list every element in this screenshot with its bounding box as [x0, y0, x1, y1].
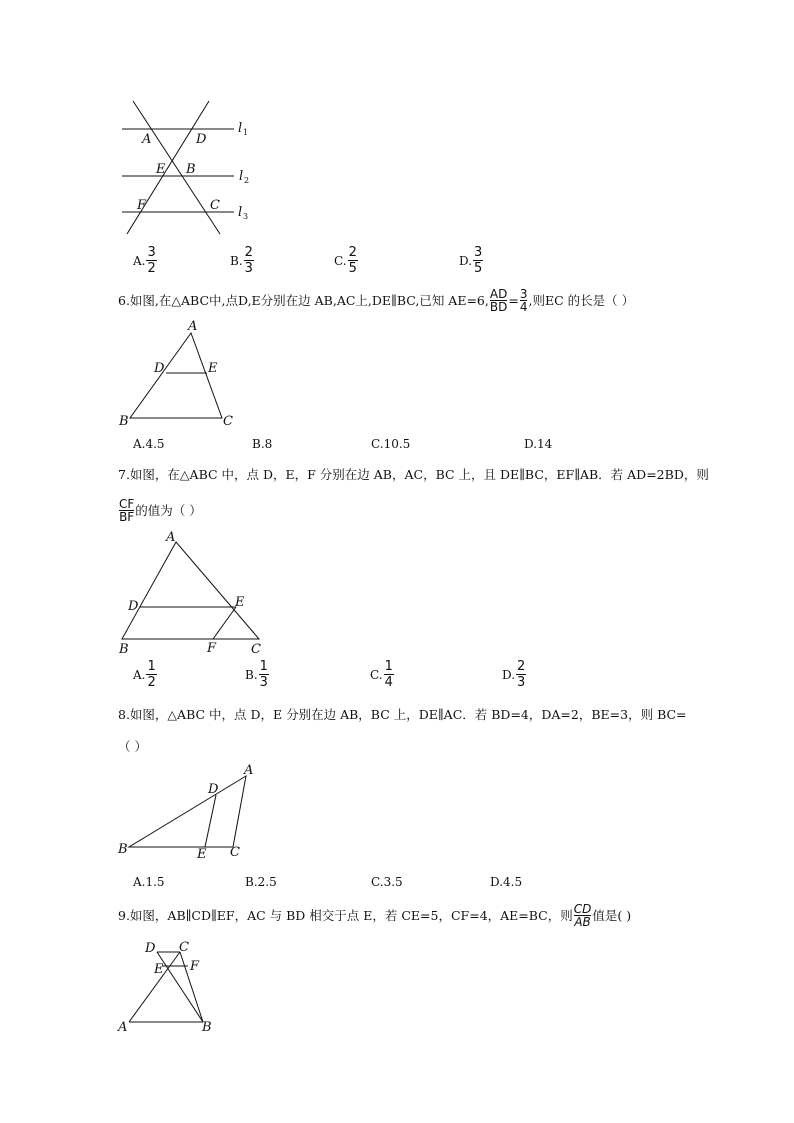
- q6-option-a[interactable]: A.4.5: [133, 437, 165, 451]
- fig5-label-b: B: [186, 162, 196, 177]
- fig5-label-l3-sub: 3: [243, 212, 249, 221]
- fig5-label-l1: l: [238, 121, 243, 136]
- q6-option-b[interactable]: B.8: [252, 437, 273, 451]
- fig5-label-f: F: [137, 198, 147, 213]
- fig8-label-e: E: [197, 847, 207, 862]
- q8-option-d[interactable]: D.4.5: [490, 875, 523, 889]
- q7-stem-line2: $\frac{CF}{BF}$ 的值为（ ）: [119, 497, 202, 524]
- q5-option-a[interactable]: A. $\frac{3}{2}$: [133, 245, 156, 276]
- q9-stem: 9.如图，AB∥CD∥EF，AC 与 BD 相交于点 E，若 CE=5，CF=4，AE=BC，则 $\frac{CD}{AB}$ 值是( ): [118, 902, 632, 929]
- fig5-label-e: E: [156, 162, 166, 177]
- fig7-label-c: C: [251, 642, 261, 657]
- fig5-label-a: A: [142, 132, 152, 147]
- fig7-label-f: F: [207, 641, 217, 656]
- fig9-label-d: D: [145, 941, 156, 956]
- fig5-label-l2-sub: 2: [244, 176, 250, 185]
- fig7-label-d: D: [128, 599, 139, 614]
- q6-stem: 6.如图,在△ABC中,点D,E分别在边 AB,AC上,DE∥BC,已知 AE=6, $\frac{AD}{BD}$ = $\frac{3}{4}$ ,则EC 的长是（ ）: [118, 287, 635, 314]
- q8-option-c[interactable]: C.3.5: [371, 875, 403, 889]
- fig6-label-b: B: [119, 414, 129, 429]
- fig6-label-c: C: [223, 414, 233, 429]
- fig6-label-e: E: [208, 361, 218, 376]
- q8-option-a[interactable]: A.1.5: [133, 875, 165, 889]
- q7-stem-line1: 7.如图，在△ABC 中，点 D，E，F 分别在边 AB，AC，BC 上，且 DE∥BC，EF∥AB．若 AD=2BD，则: [118, 467, 709, 482]
- q8-option-b[interactable]: B.2.5: [245, 875, 277, 889]
- fig8-label-d: D: [208, 782, 219, 797]
- q6-option-c[interactable]: C.10.5: [371, 437, 411, 451]
- q8-stem-line1: 8.如图，△ABC 中，点 D，E 分别在边 AB，BC 上，DE∥AC．若 BD=4，DA=2，BE=3，则 BC=: [118, 707, 687, 722]
- q7-option-d[interactable]: D. $\frac{2}{3}$: [502, 659, 526, 690]
- fig6-label-a: A: [188, 319, 198, 334]
- fig7-label-e: E: [235, 595, 245, 610]
- fig5-label-l1-sub: 1: [243, 128, 249, 137]
- fig6-label-d: D: [154, 361, 165, 376]
- q7-option-b[interactable]: B. $\frac{1}{3}$: [245, 659, 268, 690]
- fig5-label-l3: l: [238, 205, 243, 220]
- fig8-label-c: C: [230, 845, 240, 860]
- q5-option-c[interactable]: C. $\frac{2}{5}$: [334, 245, 357, 276]
- q6-option-d[interactable]: D.14: [524, 437, 553, 451]
- fig7-label-b: B: [119, 642, 129, 657]
- fig9-label-a: A: [118, 1020, 128, 1035]
- q5-option-d[interactable]: D. $\frac{3}{5}$: [459, 245, 483, 276]
- fig7-label-a: A: [166, 530, 176, 545]
- fig9-label-e: E: [154, 962, 164, 977]
- fig5-label-d: D: [196, 132, 207, 147]
- fig9-label-c: C: [179, 940, 189, 955]
- fig8-label-b: B: [118, 842, 128, 857]
- fig5-label-c: C: [210, 198, 220, 213]
- fig8-label-a: A: [244, 763, 254, 778]
- q5-option-b[interactable]: B. $\frac{2}{3}$: [230, 245, 253, 276]
- q7-option-c[interactable]: C. $\frac{1}{4}$: [370, 659, 393, 690]
- fig5-label-l2: l: [239, 169, 244, 184]
- q8-stem-line2: （ ）: [118, 739, 147, 754]
- fig9-label-f: F: [190, 959, 200, 974]
- q7-option-a[interactable]: A. $\frac{1}{2}$: [133, 659, 156, 690]
- fig9-label-b: B: [202, 1020, 212, 1035]
